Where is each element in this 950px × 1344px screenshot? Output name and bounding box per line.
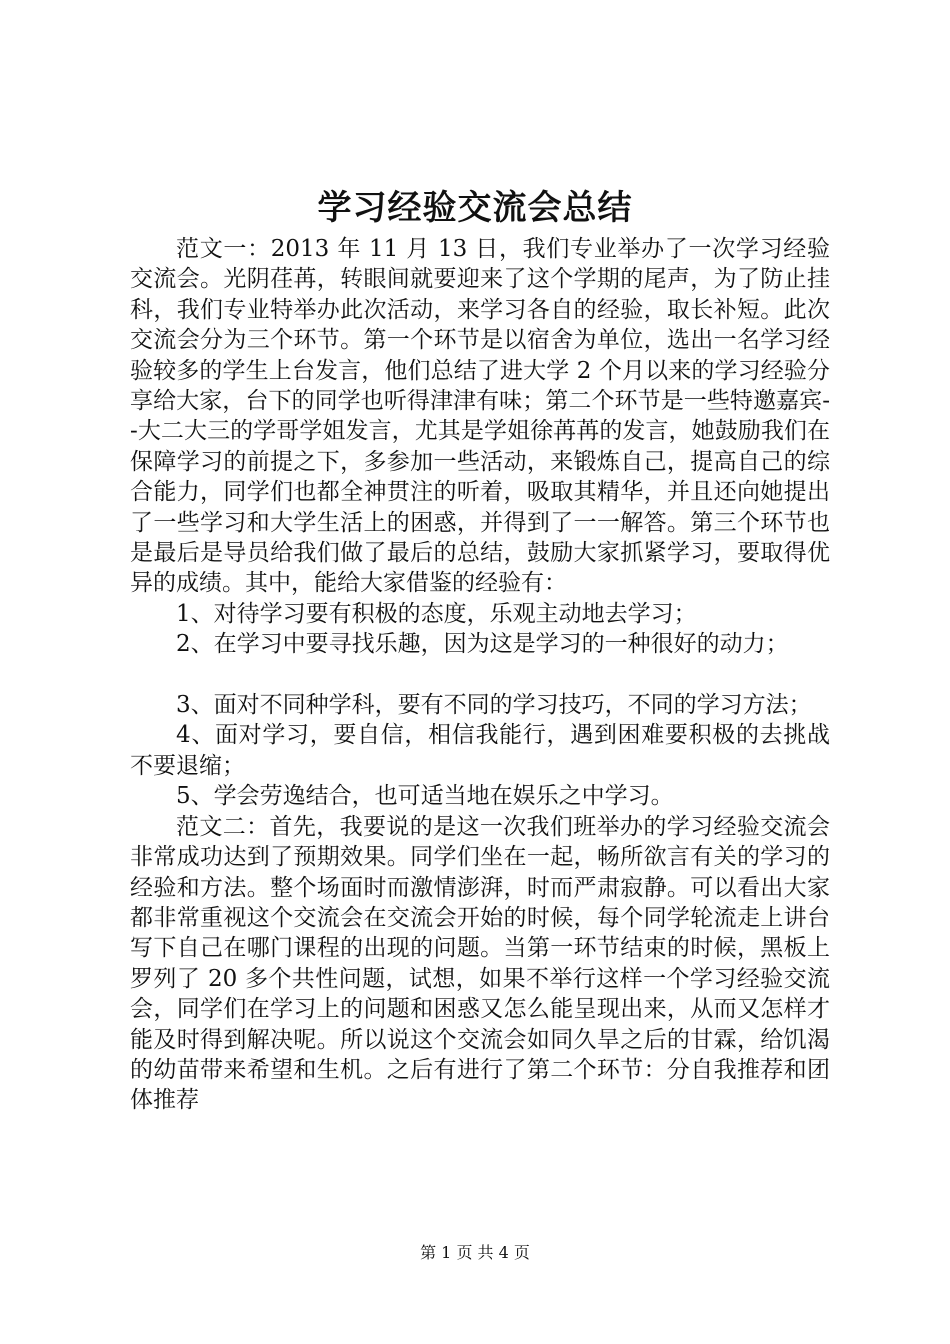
list-item-5: 5、学会劳逸结合，也可适当地在娱乐之中学习。 xyxy=(176,783,674,810)
page-number-footer: 第 1 页 共 4 页 xyxy=(420,1243,530,1262)
list-item-1: 1、对待学习要有积极的态度，乐观主动地去学习； xyxy=(176,600,697,627)
list-item-4: 4、面对学习，要自信，相信我能行，遇到困难要积极的去挑战不要退缩； xyxy=(130,722,830,779)
document-body xyxy=(130,234,830,1116)
list-item-2: 2、在学习中要寻找乐趣，因为这是学习的一种很好的动力； xyxy=(176,631,789,658)
document-title: 学习经验交流会总结 xyxy=(317,188,633,228)
blank-line xyxy=(130,660,830,690)
paragraph-fanwen-2: 范文二：首先，我要说的是这一次我们班举办的学习经验交流会非常成功达到了预期效果。同学们坐在一起，畅所欲言有关的学习的经验和方法。整个场面时而激情澎湃，时而严肃寂静。可以看出大家都非常重视这个交流会在交流会开始的时候，每个同学轮流走上讲台写下自己在哪门课程的出现的问题。当第一环节结束的时候，黑板上罗列了 20 多个共性问题，试想，如果不举行这样一个学习经验交流会，同学们在学习上的问题和困惑又怎么能呈现出来，从而又怎样才能及时得到解决呢。所以说这个交流会如同久旱之后的甘霖，给饥渴的幼苗带来希望和生机。之后有进行了第二个环节：分自我推荐和团体推荐 xyxy=(130,813,830,1114)
list-item-3: 3、面对不同种学科，要有不同的学习技巧，不同的学习方法； xyxy=(176,692,812,719)
paragraph-fanwen-1: 范文一：2013 年 11 月 13 日，我们专业举办了一次学习经验交流会。光阴荏苒，转眼间就要迎来了这个学期的尾声，为了防止挂科，我们专业特举办此次活动，来学习各自的经验，取长补短。此次交流会分为三个环节。第一个环节是以宿舍为单位，选出一名学习经验较多的学生上台发言，他们总结了进大学 2 个月以来的学习经验分享给大家，台下的同学也听得津津有味；第二个环节是一些特邀嘉宾--大二大三的学哥学姐发言，尤其是学姐徐苒苒的发言，她鼓励我们在保障学习的前提之下，多参加一些活动，来锻炼自己，提高自己的综合能力，同学们也都全神贯注的听着，吸取其精华，并且还向她提出了一些学习和大学生活上的困惑，并得到了一一解答。第三个环节也是最后是导员给我们做了最后的总结，鼓励大家抓紧学习，要取得优异的成绩。其中，能给大家借鉴的经验有： xyxy=(130,236,830,597)
